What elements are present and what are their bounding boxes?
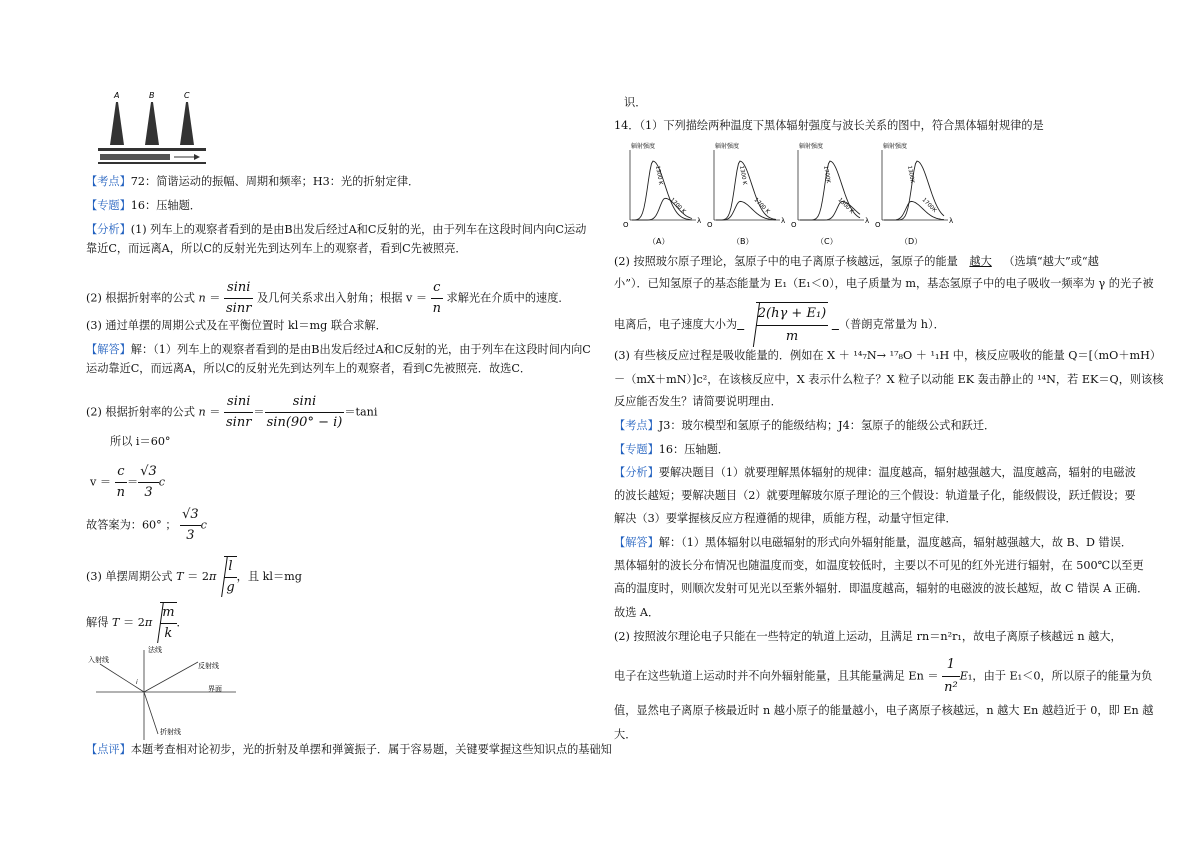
fenxi-line-1: 【分析】(1) 列车上的观察者看到的是由B出发后经过A和C反射的光，由于列车在这段时间内向C运动: [86, 223, 587, 236]
origin-label: O: [707, 221, 713, 229]
tower-a: [110, 102, 124, 145]
blackbody-chart-c: [791, 142, 869, 246]
r-jieda-line-5: (2) 按照波尔理论电子只能在一些特定的轨道上运动，且满足 rn＝n²r₁，故电子离原子核越远 n 越大，: [614, 630, 1122, 643]
x-axis-label: λ: [697, 217, 702, 225]
y-axis-label: 辐射强度: [715, 143, 740, 150]
curve-label-cold: 1700K: [920, 197, 938, 214]
reflect-label: 反射线: [198, 662, 219, 670]
origin-label: O: [791, 221, 797, 229]
x-axis-label: λ: [949, 217, 954, 225]
q2-answer: 越大: [969, 255, 992, 268]
refraction-diagram: [86, 642, 246, 742]
jieda-formula-line: (2) 根据折射率的公式 n ＝ $\frac{\sin i}{\sin r}$ ＝ $\frac{\sin i}{\sin(90^\circ - i)}$ ＝tani: [86, 394, 378, 430]
chart-label: （A）: [648, 237, 670, 246]
dianping-tag: 【点评】: [86, 743, 131, 756]
jieda-line-2: 运动靠近C，而远离A，所以C的反射光先到达列车上的观察者，看到C先被照亮．故选C．: [86, 362, 532, 375]
suoyi-line: 所以 i＝60°: [110, 435, 171, 448]
incident-label: 入射线: [88, 656, 109, 664]
question-14: 14．（1）下列描绘两种温度下黑体辐射强度与波长关系的图中，符合黑体辐射规律的是: [614, 119, 1044, 132]
q2-line-1: (2) 按照玻尔原子理论，氢原子中的电子离原子核越远，氢原子的能量 越大 （选填“越大”或“越: [614, 255, 1099, 268]
r-jieda-line-6: 电子在这些轨道上运动时并不向外辐射能量，且其能量满足 En ＝ $\frac{1}{\text{n²}}$ E₁，由于 E₁＜0，所以原子的能量为负: [614, 654, 1152, 699]
origin-label: O: [875, 221, 881, 229]
r-jieda-line-7: 值，显然电子离原子核最近时 n 越小原子的能量越小，电子离原子核越远，n 越大 En 越趋近于 0，即 En 越: [614, 704, 1154, 717]
tower-label-c: C: [184, 91, 190, 100]
zhuanti-tag: 【专题】: [86, 199, 131, 212]
jiede-line: 解得 T ＝ 2π $\frac{m}{k}$ ．: [86, 602, 188, 644]
interface-label: 界面: [208, 685, 222, 693]
dianping-line: 【点评】本题考查相对论初步，光的折射及单摆和弹簧振子．属于容易题，关键要掌握这些知识点的基础知: [86, 743, 612, 756]
fenxi-line-2: 靠近C，而远离A，所以C的反射光先到达列车上的观察者，看到C先被照亮．: [86, 242, 467, 255]
r-kaodian-tag: 【考点】: [614, 419, 659, 432]
continuation-text: 识．: [624, 96, 647, 109]
n-fraction: $\frac{\sin i}{\sin r}$: [226, 280, 252, 316]
v-line: v ＝ $\frac{c}{n}$ ＝ $\frac{√3}{3}$ c: [90, 464, 166, 500]
r-kaodian-line: 【考点】J3：玻尔模型和氢原子的能级结构；J4：氢原子的能级公式和跃迁．: [614, 419, 996, 432]
q3-line-3: 反应能否发生？请简要说明理由．: [614, 395, 782, 408]
curve-label-cold: 1700 K: [752, 197, 771, 216]
r-fenxi-tag: 【分析】: [614, 466, 659, 479]
r-jieda-line-3: 高的温度时，则顺次发射可见光以至紫外辐射．即温度越高，辐射的电磁波的波长越短，故 C 错误 A 正确．: [614, 582, 1149, 595]
r-jieda-line-8: 大．: [614, 728, 637, 741]
q3-line-1: (3) 有些核反应过程是吸收能量的．例如在 X ＋ ¹⁴₇N→ ¹⁷₈O ＋ ¹₁H 中，核反应吸收的能量 Q＝[（mO＋mH）: [614, 349, 1162, 362]
r-fenxi-line-1: 【分析】要解决题目（1）就要理解黑体辐射的规律：温度越高，辐射越强越大，温度越高，辐射的电磁波: [614, 466, 1136, 479]
curve-label-hot: 1700K: [822, 165, 831, 184]
kaodian-line: 【考点】72：简谐运动的振幅、周期和频率；H3：光的折射定律．: [86, 175, 420, 188]
curve-label-hot: 1300 K: [738, 165, 748, 186]
kaodian-tag: 【考点】: [86, 175, 131, 188]
blackbody-chart-a: [623, 142, 701, 246]
r-zhuanti-line: 【专题】16：压轴题．: [614, 443, 729, 456]
v-fraction: $\frac{c}{n}$: [432, 280, 441, 316]
incident-ray: [100, 664, 144, 692]
r-jieda-line-1: 【解答】解：（1）黑体辐射以电磁辐射的形式向外辐射能量，温度越高，辐射越强越大，故 B、D 错误．: [614, 536, 1133, 549]
blackbody-chart-d: [875, 142, 953, 246]
j3-line: (3) 单摆周期公式 T ＝ 2π $\frac{l}{g}$ ，且 kl＝mg: [86, 556, 302, 598]
fenxi-tag: 【分析】: [86, 223, 131, 236]
tower-c: [180, 102, 194, 145]
tower-label-b: B: [149, 91, 155, 100]
refracted-ray: [144, 692, 158, 734]
r-jieda-line-2: 黑体辐射的波长分布情况也随温度而变，如温度较低时，主要以不可见的红外光进行辐射，在 500℃以至更: [614, 559, 1144, 572]
jieda-line-1: 【解答】解：（1）列车上的观察者看到的是由B出发后经过A和C反射的光，由于列车在这段时间内向C: [86, 343, 591, 356]
reflected-ray: [144, 662, 198, 692]
refract-label: 折射线: [160, 728, 181, 736]
x-axis-label: λ: [865, 217, 870, 225]
normal-label: 法线: [148, 646, 162, 654]
tower-train-figure: [98, 90, 208, 170]
r-fenxi-line-2: 的波长越短；要解决题目（2）就要理解玻尔原子理论的三个假设：轨道量子化，能级假设，跃迁假设；要: [614, 489, 1136, 502]
q2-line-3: 电离后，电子速度大小为 $\frac{\text{2(hγ + E₁)}}{m}$ （普朗克常量为 h）．: [614, 302, 945, 348]
fenxi-p3: (3) 通过单摆的周期公式及在平衡位置时 kl＝mg 联合求解．: [86, 319, 387, 332]
tower-b: [145, 102, 159, 145]
y-axis-label: 辐射强度: [799, 143, 824, 150]
angle-i-label: i: [136, 679, 138, 686]
blackbody-chart-b: [707, 142, 785, 246]
chart-label: （B）: [732, 237, 754, 246]
y-axis-label: 辐射强度: [883, 143, 908, 150]
q2-line-2: 小”）．已知氢原子的基态能量为 E₁（E₁＜0），电子质量为 m，基态氢原子中的电子吸收一频率为 γ 的光子被: [614, 277, 1154, 290]
fenxi-formula-line: (2) 根据折射率的公式 n ＝ $\frac{\sin i}{\sin r}$ 及几何关系求出入射角；根据 v ＝ $\frac{c}{n}$ 求解光在介质中的速度．: [86, 278, 570, 319]
curve-label-cold: 1700 K: [668, 197, 687, 216]
r-jieda-line-4: 故选 A．: [614, 606, 660, 619]
origin-label: O: [623, 221, 629, 229]
train: [100, 154, 170, 160]
jieda-tag: 【解答】: [86, 343, 131, 356]
q3-line-2: －（mX＋mN）]c²，在该核反应中，X 表示什么粒子？X 粒子以动能 EK 轰击静止的 ¹⁴N，若 EK＝Q，则该核: [614, 373, 1164, 386]
zhuanti-line: 【专题】16：压轴题．: [86, 199, 201, 212]
daan-line: 故答案为：60° ； $\frac{√3}{3}$ c: [86, 507, 207, 543]
r-fenxi-line-3: 解决（3）要掌握核反应方程遵循的规律，质能方程，动量守恒定律．: [614, 512, 957, 525]
chart-label: （D）: [900, 237, 923, 246]
curve-label-hot: 1300 K: [654, 165, 664, 186]
curve-label-hot: 1300K: [906, 165, 915, 184]
y-axis-label: 辐射强度: [631, 143, 656, 150]
x-axis-label: λ: [781, 217, 786, 225]
r-jieda-tag: 【解答】: [614, 536, 659, 549]
blackbody-charts: [622, 140, 962, 248]
chart-label: （C）: [816, 237, 838, 246]
r-zhuanti-tag: 【专题】: [614, 443, 659, 456]
tower-label-a: A: [114, 91, 120, 100]
curve-label-cold: 1300 K: [836, 197, 855, 216]
